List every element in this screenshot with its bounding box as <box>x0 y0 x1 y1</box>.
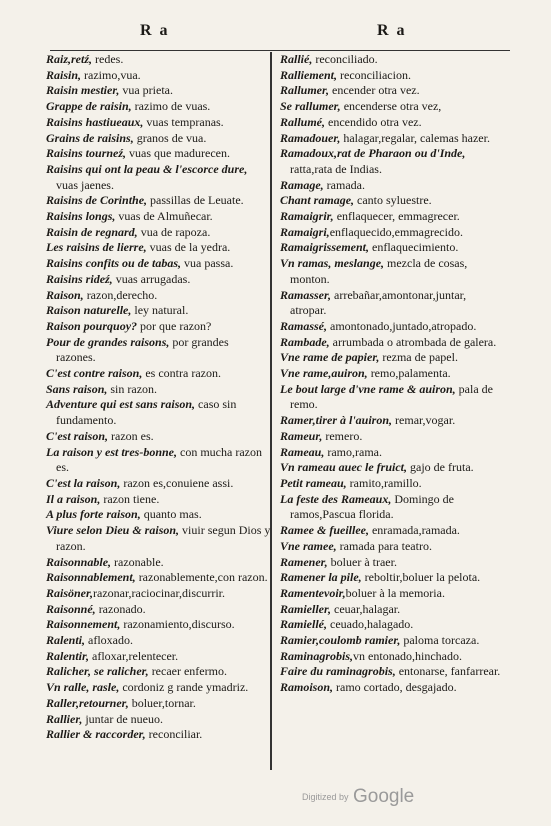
headword: Raisins hastiueaux, <box>46 114 144 129</box>
dictionary-entry <box>280 586 505 602</box>
headword: Vne rame,auiron, <box>280 366 368 381</box>
dictionary-entry <box>280 523 505 539</box>
dictionary-entry <box>280 429 505 445</box>
definition: viuir segun Dios y razon. <box>56 523 271 553</box>
headword: Raison pourquoy? <box>46 318 138 333</box>
dictionary-entry <box>46 131 271 147</box>
header-right: R a <box>377 22 407 39</box>
headword: La feste des Rameaux, <box>280 491 392 506</box>
dictionary-entry <box>46 366 271 382</box>
headword: Ramiellé, <box>280 617 327 632</box>
dictionary-entry <box>46 397 271 428</box>
dictionary-entry <box>46 319 271 335</box>
dictionary-entry <box>280 476 505 492</box>
dictionary-entry <box>46 382 271 398</box>
dictionary-entry <box>46 429 271 445</box>
dictionary-entry <box>46 225 271 241</box>
definition: enflaquecido,emmagrecido. <box>329 224 463 239</box>
definition: ceuar,halagar. <box>331 601 401 616</box>
left-column <box>46 52 271 743</box>
dictionary-entry <box>46 99 271 115</box>
dictionary-entry <box>280 193 505 209</box>
dictionary-entry <box>46 83 271 99</box>
dictionary-entry <box>280 539 505 555</box>
definition: enflaquecer, emmagrecer. <box>333 209 460 224</box>
dictionary-entry <box>280 256 505 287</box>
headword: Ralicher, se ralicher, <box>46 664 149 679</box>
definition: afloxar,relentecer. <box>89 648 179 663</box>
definition: ramo,rama. <box>324 444 382 459</box>
definition: reboltir,boluer la pelota. <box>361 570 481 585</box>
dictionary-entry <box>280 602 505 618</box>
dictionary-entry <box>280 131 505 147</box>
headword: Ramee & fueillee, <box>280 523 369 538</box>
definition: ratta,rata de Indias. <box>290 161 382 176</box>
headword: C'est raison, <box>46 428 109 443</box>
headword: Raison naturelle, <box>46 303 132 318</box>
definition: por que razon? <box>137 318 212 333</box>
definition: vua prieta. <box>119 83 174 98</box>
definition: gajo de fruta. <box>407 460 474 475</box>
headword: Viure selon Dieu & raison, <box>46 523 180 538</box>
headword: Raisöner, <box>46 585 94 600</box>
definition: vua de rapoza. <box>137 224 211 239</box>
dictionary-entry <box>280 460 505 476</box>
definition: encenderse otra vez, <box>340 99 442 114</box>
headword: Rallumé, <box>280 114 326 129</box>
definition: enramada,ramada. <box>368 523 460 538</box>
headword: Raisins longs, <box>46 209 116 224</box>
dictionary-entry <box>280 664 505 680</box>
dictionary-entry <box>46 272 271 288</box>
dictionary-entry <box>46 240 271 256</box>
dictionary-entry <box>46 555 271 571</box>
definition: vuas arrugadas. <box>112 271 191 286</box>
dictionary-entry <box>46 303 271 319</box>
headword: Raisonné, <box>46 601 96 616</box>
dictionary-entry <box>280 146 505 177</box>
headword: Sans raison, <box>46 381 108 396</box>
headword: Ramage, <box>280 177 324 192</box>
dictionary-entry <box>46 335 271 366</box>
headword: Raisins de Corinthe, <box>46 193 148 208</box>
dictionary-entry <box>280 413 505 429</box>
dictionary-entry <box>46 476 271 492</box>
definition: boluer,tornar. <box>128 695 196 710</box>
headword: Raiz,retź, <box>46 52 93 66</box>
headword: Raisin mestier, <box>46 83 120 98</box>
definition: halagar,regalar, calemas hazer. <box>340 130 490 145</box>
dictionary-entry <box>46 523 271 554</box>
definition: razon es,conuiene assi. <box>120 475 234 490</box>
headword: Chant ramage, <box>280 193 355 208</box>
definition: enflaquecimiento. <box>369 240 459 255</box>
definition: entonarse, fanfarrear. <box>395 664 501 679</box>
definition: reconciliado. <box>312 52 378 66</box>
definition: remero. <box>322 428 363 443</box>
definition: razon es. <box>108 428 154 443</box>
dictionary-entry <box>46 680 271 696</box>
dictionary-entry <box>46 727 271 743</box>
definition: quanto mas. <box>140 507 202 522</box>
headword: Raisonnable, <box>46 554 112 569</box>
headword: Ramaigrir, <box>280 209 334 224</box>
headword: Ramaigri, <box>280 224 330 239</box>
dictionary-entry <box>46 146 271 162</box>
headword: Grains de raisins, <box>46 130 134 145</box>
definition: razonar,raciocinar,discurrir. <box>93 585 225 600</box>
google-logo: Google <box>352 786 415 807</box>
dictionary-entry <box>46 712 271 728</box>
definition: boluer à traer. <box>327 554 397 569</box>
dictionary-entry <box>46 696 271 712</box>
dictionary-entry <box>46 602 271 618</box>
top-rule <box>50 50 510 51</box>
headword: Rallié, <box>280 52 313 66</box>
dictionary-entry <box>46 617 271 633</box>
headword: Ralenti, <box>46 633 86 648</box>
headword: Faire du raminagrobis, <box>280 664 396 679</box>
definition: vn entonado,hinchado. <box>353 648 463 663</box>
headword: Rallumer, <box>280 83 330 98</box>
definition: con mucha razon es. <box>56 444 262 475</box>
dictionary-entry <box>46 52 271 68</box>
headword: Petit rameau, <box>280 475 347 490</box>
definition: vuas tempranas. <box>143 114 224 129</box>
definition: afloxado. <box>85 633 133 648</box>
definition: cordoniz g rande ymadriz. <box>119 680 249 695</box>
dictionary-entry <box>280 240 505 256</box>
headword: Se rallumer, <box>280 99 341 114</box>
headword: Rallier, <box>46 711 83 726</box>
digitized-by-text: Digitized by <box>302 792 349 802</box>
headword: Adventure qui est sans raison, <box>46 397 196 412</box>
headword: Ralliement, <box>280 67 337 82</box>
headword: C'est la raison, <box>46 475 121 490</box>
definition: ramada para teatro. <box>336 538 432 553</box>
dictionary-entry <box>280 382 505 413</box>
dictionary-entry <box>280 350 505 366</box>
dictionary-entry <box>46 586 271 602</box>
dictionary-entry <box>280 99 505 115</box>
headword: Vn ralle, rasle, <box>46 680 120 695</box>
dictionary-entry <box>46 492 271 508</box>
dictionary-entry <box>280 225 505 241</box>
dictionary-entry <box>46 193 271 209</box>
headword: Ramasser, <box>280 287 332 302</box>
headword: Raisins rideź, <box>46 271 113 286</box>
definition: caso sin fundamento. <box>56 397 237 428</box>
headword: Ramer,tirer à l'auiron, <box>280 413 393 428</box>
dictionary-entry <box>46 115 271 131</box>
definition: Domingo de ramos,Pascua florida. <box>290 491 454 522</box>
headword: Raisins qui ont la peau & l'escorce dure, <box>46 161 248 176</box>
headword: Ramener la pile, <box>280 570 362 585</box>
headword: C'est contre raison, <box>46 366 143 381</box>
definition: granos de vua. <box>133 130 207 145</box>
dictionary-entry <box>280 366 505 382</box>
dictionary-entry <box>280 649 505 665</box>
headword: Raisonnablement, <box>46 570 136 585</box>
definition: amontonado,juntado,atropado. <box>327 318 477 333</box>
definition: ramada. <box>323 177 365 192</box>
headword: Raller,retourner, <box>46 695 129 710</box>
dictionary-entry <box>46 288 271 304</box>
definition: por grandes razones. <box>56 334 229 365</box>
headword: Rameur, <box>280 428 323 443</box>
headword: Rallier & raccorder, <box>46 727 146 742</box>
dictionary-entry <box>280 83 505 99</box>
definition: vuas de la yedra. <box>146 240 231 255</box>
dictionary-entry <box>46 507 271 523</box>
digitized-watermark <box>302 786 414 808</box>
definition: razonablemente,con razon. <box>135 570 268 585</box>
dictionary-entry <box>280 209 505 225</box>
dictionary-entry <box>46 664 271 680</box>
headword: Grappe de raisin, <box>46 99 132 114</box>
definition: vuas de Almuñecar. <box>115 209 213 224</box>
definition: es contra razon. <box>142 366 221 381</box>
headword: Ramener, <box>280 554 328 569</box>
headword: Pour de grandes raisons, <box>46 334 170 349</box>
dictionary-entry <box>280 288 505 319</box>
definition: ceuado,halagado. <box>327 617 414 632</box>
definition: razonamiento,discurso. <box>120 617 235 632</box>
definition: remo,palamenta. <box>367 366 451 381</box>
dictionary-entry <box>46 68 271 84</box>
dictionary-entry <box>280 492 505 523</box>
dictionary-entry <box>280 335 505 351</box>
headword: Raisin, <box>46 67 82 82</box>
definition: reconciliar. <box>145 727 203 742</box>
dictionary-entry <box>46 445 271 476</box>
definition: vuas que madurecen. <box>126 146 231 161</box>
headword: Raisins tourneź, <box>46 146 127 161</box>
dictionary-entry <box>280 319 505 335</box>
definition: recaer enfermo. <box>148 664 227 679</box>
headword: Ramieller, <box>280 601 331 616</box>
definition: arrumbada o atrombada de galera. <box>329 334 497 349</box>
headword: Ralentir, <box>46 648 90 663</box>
headword: Vne rame de papier, <box>280 350 380 365</box>
headword: Rameau, <box>280 444 325 459</box>
headword: A plus forte raison, <box>46 507 141 522</box>
definition: vuas jaenes. <box>56 177 114 192</box>
dictionary-entry <box>46 256 271 272</box>
definition: boluer à la memoria. <box>345 585 445 600</box>
definition: passillas de Leuate. <box>147 193 244 208</box>
definition: sin razon. <box>107 381 158 396</box>
dictionary-entry <box>280 178 505 194</box>
headword: Rambade, <box>280 334 330 349</box>
headword: Ramassé, <box>280 318 328 333</box>
definition: vua passa. <box>181 256 234 271</box>
definition: razimo de vuas. <box>131 99 211 114</box>
headword: Ramier,coulomb ramier, <box>280 633 401 648</box>
dictionary-entry <box>46 162 271 193</box>
definition: paloma torcaza. <box>400 633 480 648</box>
headword: La raison y est tres-bonne, <box>46 444 178 459</box>
headword: Il a raison, <box>46 491 101 506</box>
headword: Ramadoux,rat de Pharaon ou d'Inde, <box>280 146 466 161</box>
dictionary-entry <box>46 570 271 586</box>
definition: razon tiene. <box>100 491 160 506</box>
definition: reconciliacion. <box>337 67 411 82</box>
definition: ley natural. <box>131 303 189 318</box>
right-column <box>280 52 505 696</box>
definition: ramo cortado, desgajado. <box>333 680 457 695</box>
headword: Vne ramee, <box>280 538 337 553</box>
headword: Vn ramas, meslange, <box>280 256 385 271</box>
dictionary-entry <box>280 633 505 649</box>
definition: razonado. <box>95 601 146 616</box>
definition: encendido otra vez. <box>325 114 422 129</box>
headword: Ramentevoir, <box>280 585 346 600</box>
running-header <box>0 22 551 46</box>
headword: Raison, <box>46 287 84 302</box>
dictionary-entry <box>46 209 271 225</box>
definition: mezcla de cosas, monton. <box>290 256 468 286</box>
header-left: R a <box>140 22 170 39</box>
dictionary-entry <box>280 680 505 696</box>
definition: remar,vogar. <box>392 413 456 428</box>
definition: redes. <box>92 52 124 66</box>
headword: Le bout large d'vne rame & auiron, <box>280 381 456 396</box>
definition: razonable. <box>111 554 164 569</box>
dictionary-entry <box>280 617 505 633</box>
headword: Ramoison, <box>280 680 334 695</box>
headword: Raisonnement, <box>46 617 121 632</box>
dictionary-entry <box>280 68 505 84</box>
headword: Les raisins de lierre, <box>46 240 147 255</box>
dictionary-entry <box>280 555 505 571</box>
headword: Ramadouer, <box>280 130 341 145</box>
dictionary-entry <box>46 649 271 665</box>
headword: Raminagrobis, <box>280 648 354 663</box>
headword: Raisins confits ou de tabas, <box>46 256 182 271</box>
dictionary-entry <box>280 52 505 68</box>
headword: Vn rameau auec le fruict, <box>280 460 408 475</box>
dictionary-entry <box>280 115 505 131</box>
definition: encender otra vez. <box>329 83 420 98</box>
definition: razon,derecho. <box>83 287 158 302</box>
definition: ramito,ramillo. <box>346 475 422 490</box>
definition: rezma de papel. <box>379 350 458 365</box>
dictionary-entry <box>280 570 505 586</box>
headword: Ramaigrissement, <box>280 240 370 255</box>
definition: razimo,vua. <box>81 67 141 82</box>
definition: canto syluestre. <box>354 193 432 208</box>
dictionary-entry <box>280 445 505 461</box>
definition: arrebañar,amontonar,juntar, atropar. <box>290 287 467 318</box>
headword: Raisin de regnard, <box>46 224 138 239</box>
definition: pala de remo. <box>290 381 493 412</box>
dictionary-entry <box>46 633 271 649</box>
definition: juntar de nueuo. <box>82 711 163 726</box>
